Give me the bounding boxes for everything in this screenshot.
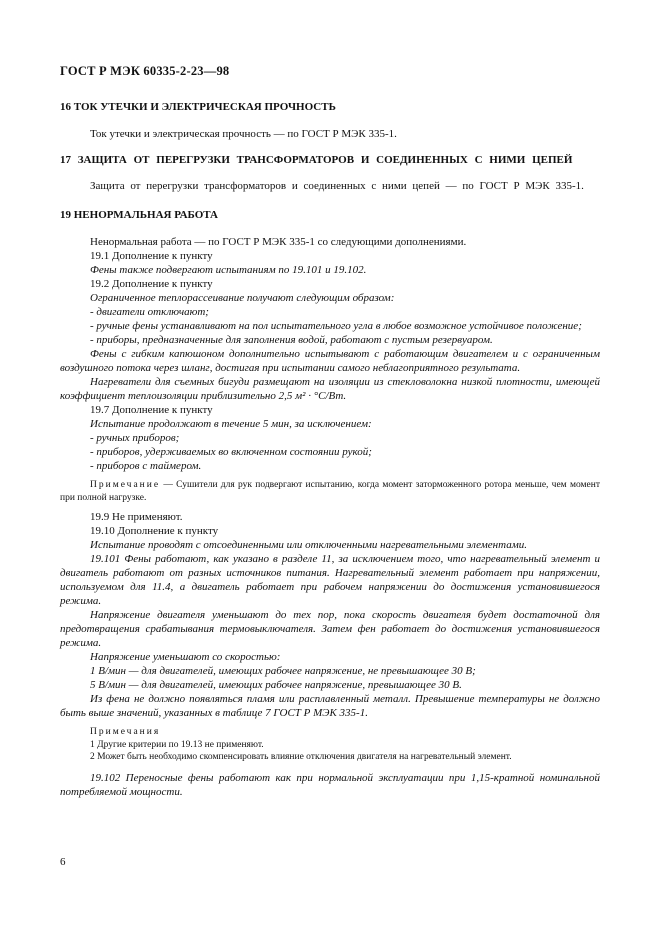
note-text: — Сушители для рук подвергают испытанию, когда момент заторможенного ротора меньше, чем момент при полной нагрузке. [60, 480, 600, 503]
clause-19-101-d: 1 В/мин — для двигателей, имеющих рабочее напряжение, не превышающее 30 В; [90, 665, 476, 677]
section-19-title: 19 НЕНОРМАЛЬНАЯ РАБОТА [60, 209, 218, 221]
page-number: 6 [60, 856, 66, 868]
clause-19-7-c: - приборов, удерживаемых во включенном состоянии рукой; [90, 446, 372, 458]
note-label: Примечание [90, 480, 161, 490]
section-16-title: 16 ТОК УТЕЧКИ И ЭЛЕКТРИЧЕСКАЯ ПРОЧНОСТЬ [60, 101, 336, 113]
clause-19-10-text: Испытание проводят с отсоединенными или отключенными нагревательными элементами. [90, 539, 527, 551]
clause-19-1: 19.1 Дополнение к пункту [90, 250, 213, 262]
clause-19-10: 19.10 Дополнение к пункту [90, 525, 219, 537]
notes-label: Примечания [90, 727, 161, 737]
clause-19-2-f: Нагреватели для съемных бигуди размещают на изоляции из стекловолокна низкой плотности, имеющей коэффициент теплоизоляции приблизительно 2,5 м² · °С/Вт. [60, 376, 600, 402]
clause-19-2-c: - ручные фены устанавливают на пол испытательного угла в любое возможное устойчивое положение; [90, 320, 582, 332]
clause-19-2-a: Ограниченное теплорассеивание получают следующим образом: [90, 292, 395, 304]
clause-19-2-d: - приборы, предназначенные для заполнения водой, работают с пустым резервуаром. [90, 334, 493, 346]
clause-19-2-e: Фены с гибким капюшоном дополнительно испытывают с работающим двигателем и с ограниченным воздушного потока через шланг, достигая при испытании самого неблагоприятного результата. [60, 348, 600, 374]
clause-19-101-e: 5 В/мин — для двигателей, имеющих рабочее напряжение, превышающее 30 В. [90, 679, 462, 691]
clause-19-102: 19.102 Переносные фены работают как при нормальной эксплуатации при 1,15-кратной номинальной потребляемой мощности. [60, 771, 600, 798]
clause-19-101-b: Напряжение двигателя уменьшают до тех пор, пока скорость двигателя будет достаточной для предотвращения срабатывания термовыключателя. Затем фен работает до достижения установившегося режима. [60, 609, 600, 649]
note-2: 2 Может быть необходимо скомпенсировать влияние отключения двигателя на нагревательный элемент. [90, 752, 512, 762]
clause-19-101-c: Напряжение уменьшают со скоростью: [90, 651, 281, 663]
document-header: ГОСТ Р МЭК 60335-2-23—98 [60, 64, 230, 78]
note-1: 1 Другие критерии по 19.13 не применяют. [90, 739, 264, 750]
section-19-intro: Ненормальная работа — по ГОСТ Р МЭК 335-1 со следующими дополнениями. [90, 236, 467, 248]
section-17-title: 17 ЗАЩИТА ОТ ПЕРЕГРУЗКИ ТРАНСФОРМАТОРОВ И СОЕДИНЕННЫХ С НИМИ ЦЕПЕЙ [60, 154, 573, 166]
clause-19-1-text: Фены также подвергают испытаниям по 19.101 и 19.102. [90, 264, 367, 276]
clause-19-9: 19.9 Не применяют. [90, 511, 183, 523]
clause-19-101-f: Из фена не должно появляться пламя или расплавленный металл. Превышение температуры не должно быть выше значений, указанных в таблице 7 ГОСТ Р МЭК 335-1. [60, 693, 600, 719]
clause-19-7-b: - ручных приборов; [90, 432, 180, 444]
section-17-text: Защита от перегрузки трансформаторов и соединенных с ними цепей — по ГОСТ Р МЭК 335-1. [90, 180, 584, 192]
clause-19-101: 19.101 Фены работают, как указано в разделе 11, за исключением того, что нагревательный элемент и двигатель работают от разных источников питания. Нагревательный элемент работает при напряжении, используемом для 11.4, а двигатель работает при рабочем напряжении до достижения установившегося режима. [60, 553, 600, 607]
section-16-text: Ток утечки и электрическая прочность — по ГОСТ Р МЭК 335-1. [90, 128, 397, 140]
clause-19-7-d: - приборов с таймером. [90, 460, 202, 472]
note-19-7 [60, 479, 600, 504]
clause-19-2: 19.2 Дополнение к пункту [90, 278, 213, 290]
document-page [60, 64, 600, 799]
clause-19-2-b: - двигатели отключают; [90, 306, 209, 318]
clause-19-7-a: Испытание продолжают в течение 5 мин, за исключением: [90, 418, 372, 430]
clause-19-7: 19.7 Дополнение к пункту [90, 404, 213, 416]
